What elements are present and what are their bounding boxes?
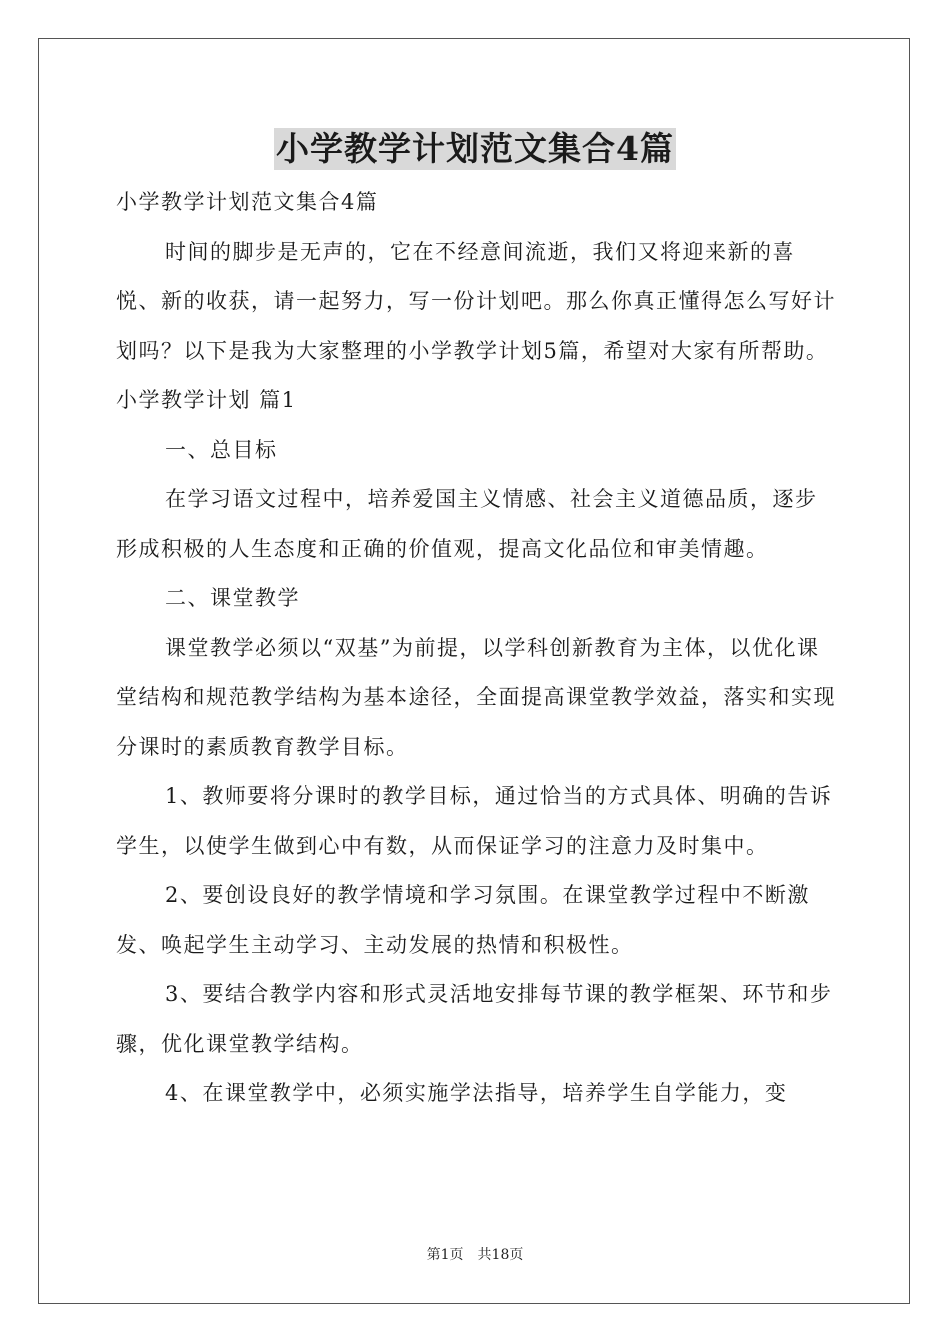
page-footer: 第1页 共18页 (426, 1247, 524, 1263)
list-item-2: 2、要创设良好的教学情境和学习氛围。在课堂教学过程中不断激发、唤起学生主动学习、主动发展的热情和积极性。 (116, 883, 810, 957)
paragraph-classroom: 课堂教学必须以“双基”为前提，以学科创新教育为主体，以优化课堂结构和规范教学结构为基本途径，全面提高课堂教学效益，落实和实现分课时的素质教育教学目标。 (116, 635, 836, 759)
list-item-3: 3、要结合教学内容和形式灵活地安排每节课的教学框架、环节和步骤，优化课堂教学结构。 (116, 982, 833, 1056)
list-item-4: 4、在课堂教学中，必须实施学法指导，培养学生自学能力，变 (165, 1081, 788, 1105)
paragraph-intro: 时间的脚步是无声的，它在不经意间流逝，我们又将迎来新的喜悦、新的收获，请一起努力，写一份计划吧。那么你真正懂得怎么写好计划吗？以下是我为大家整理的小学教学计划5篇，希望对大家有所帮助。 (116, 239, 836, 363)
title-area (0, 128, 950, 170)
document-subtitle: 小学教学计划范文集合4篇 (116, 190, 379, 214)
heading-classroom-teaching: 二、课堂教学 (165, 586, 300, 610)
section-heading-plan-1: 小学教学计划 篇1 (116, 388, 297, 412)
document-body (116, 178, 836, 1119)
list-item-1: 1、教师要将分课时的教学目标，通过恰当的方式具体、明确的告诉学生，以使学生做到心中有数，从而保证学习的注意力及时集中。 (116, 784, 833, 858)
paragraph-goal: 在学习语文过程中，培养爱国主义情感、社会主义道德品质，逐步形成积极的人生态度和正确的价值观，提高文化品位和审美情趣。 (116, 487, 818, 561)
heading-overall-goal: 一、总目标 (165, 437, 278, 462)
document-title: 小学教学计划范文集合4篇 (276, 129, 674, 168)
